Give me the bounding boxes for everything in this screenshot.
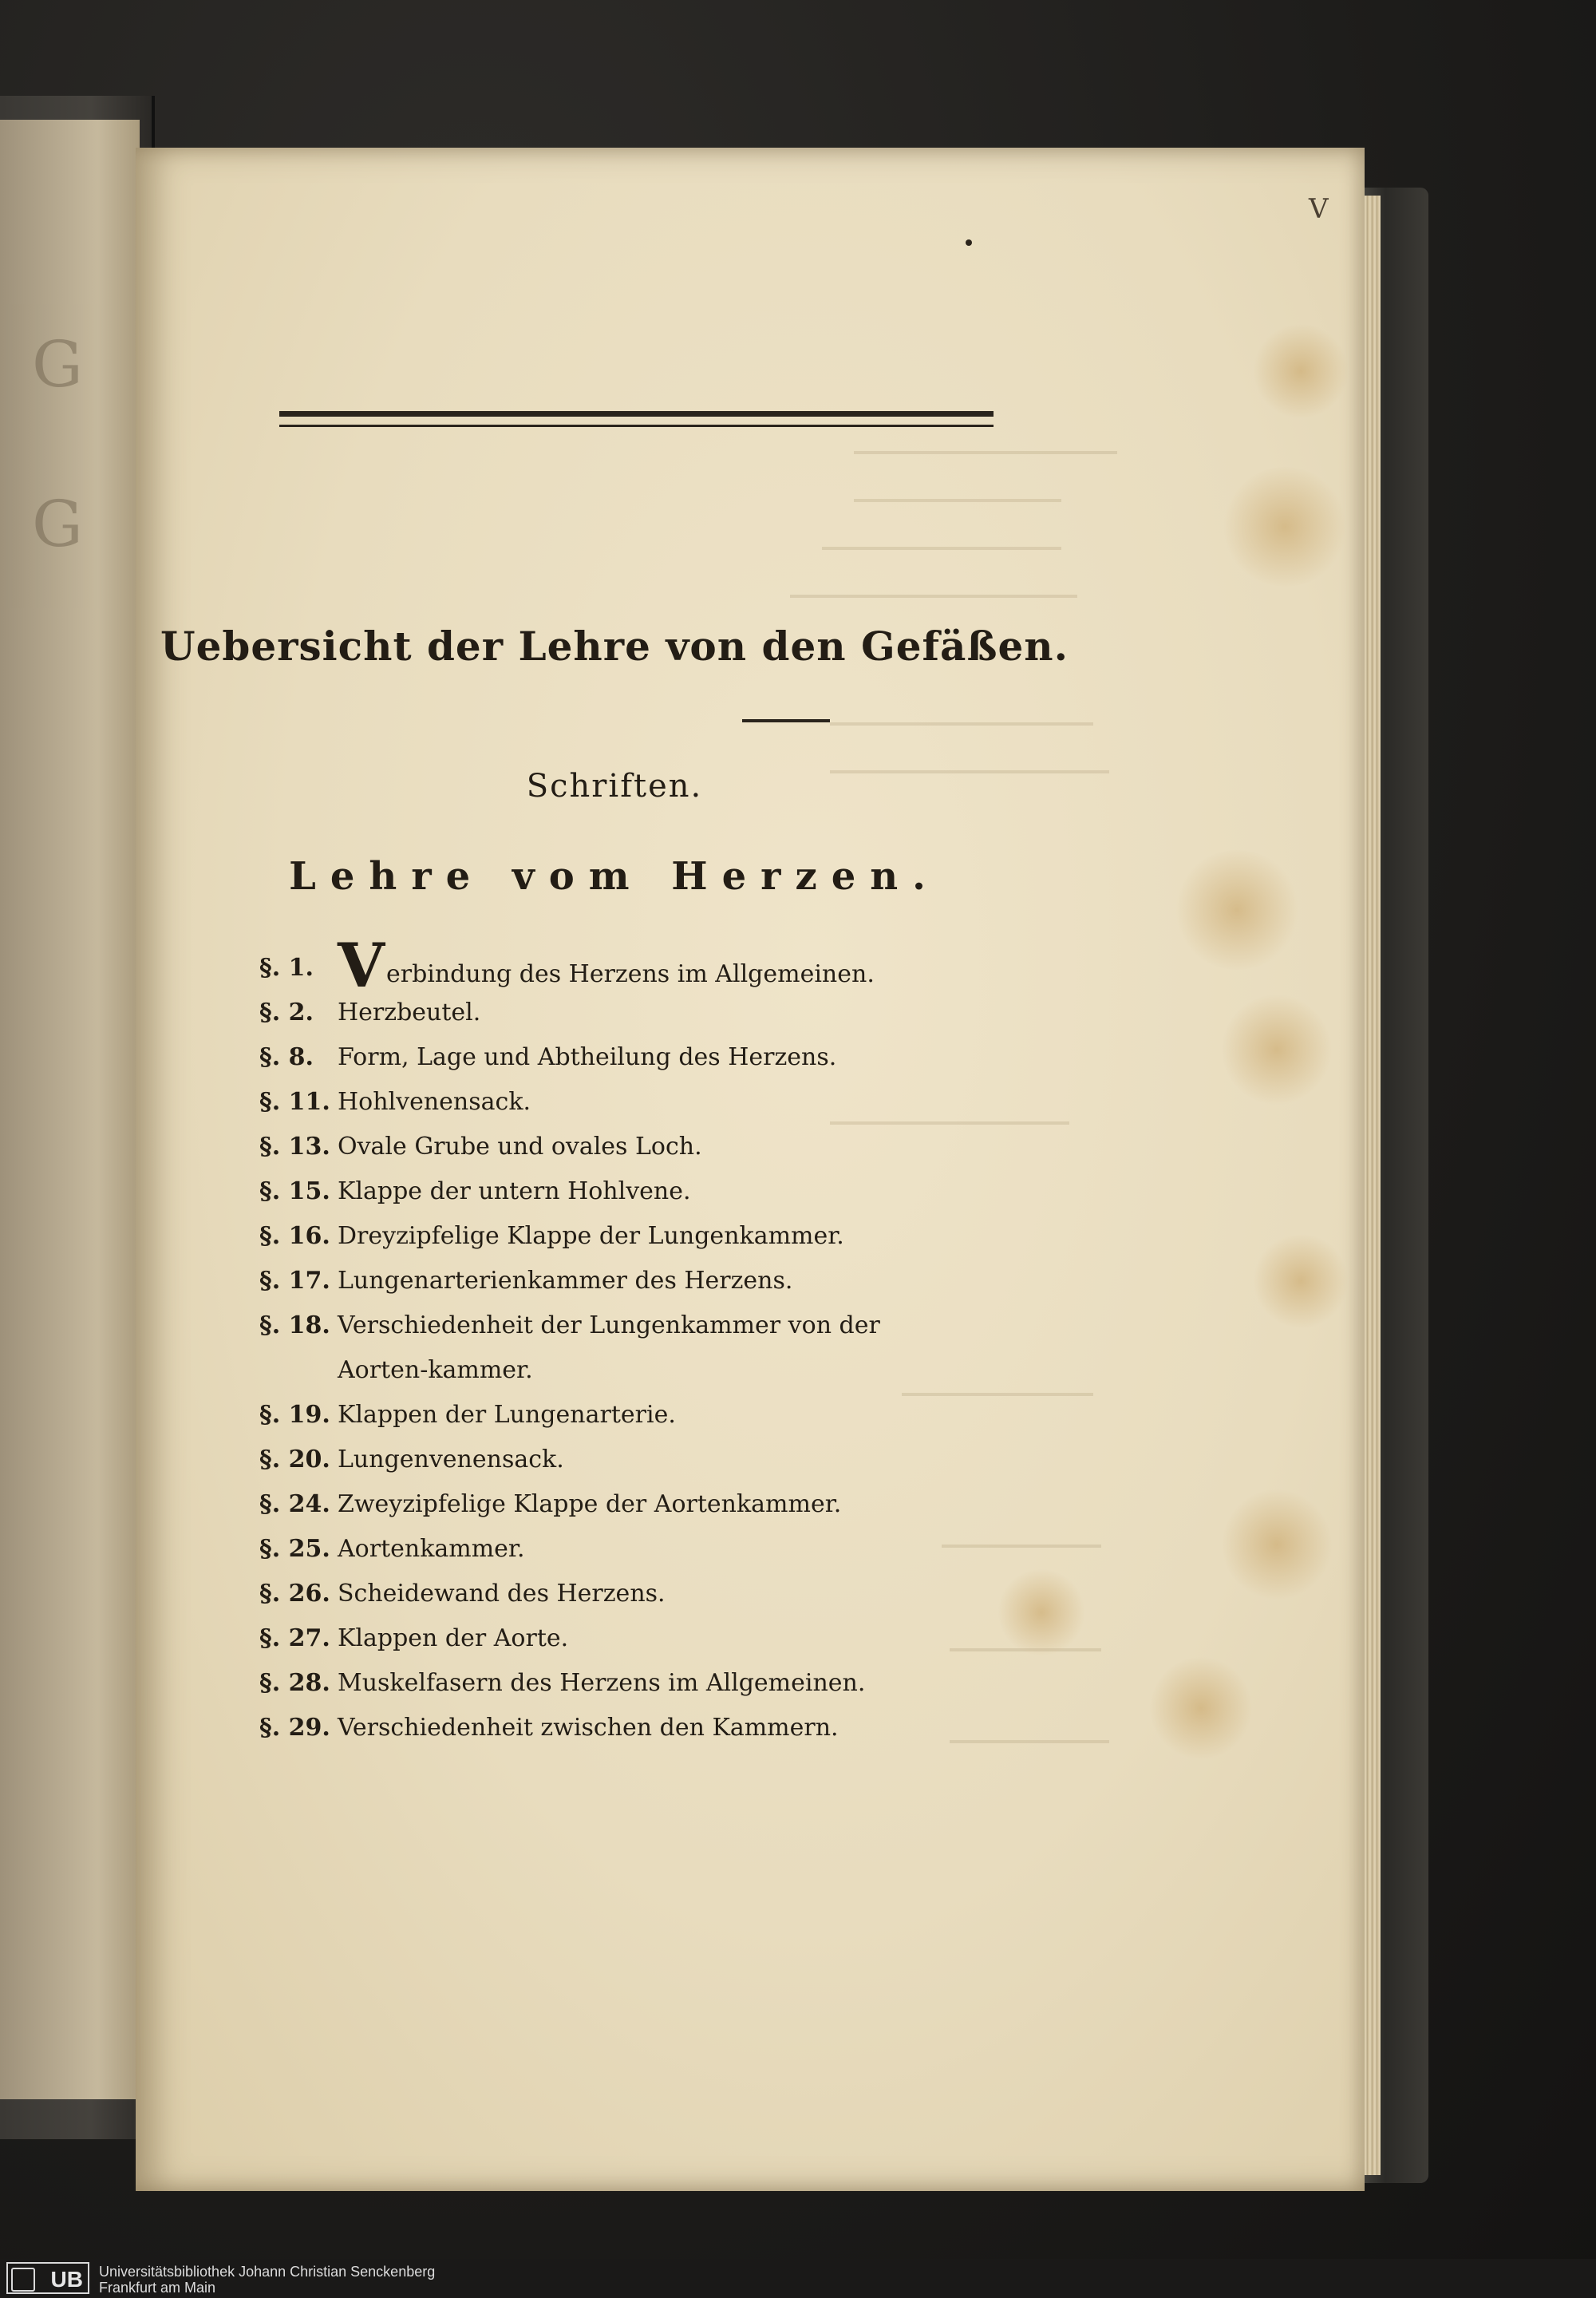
section-number: §. 29. [259,1714,330,1742]
toc-entry [259,1125,978,1169]
title-underline [742,719,830,722]
section-number: §. 8. [259,1043,314,1071]
toc-entry [259,1482,978,1527]
section-title-rest: erbindung des Herzens im Allgemeinen. [385,960,875,988]
section-title: Herzbeutel. [338,999,481,1026]
foxing-stain [1253,323,1349,419]
library-logo [6,2262,89,2294]
foxing-stain [1221,467,1349,587]
toc-entry [259,991,978,1035]
section-number: §. 2. [259,999,314,1026]
section-title: Klappen der Aorte. [338,1624,569,1652]
toc-entry [259,1572,978,1616]
section-number: §. 26. [259,1580,330,1608]
folio-number: V [1309,193,1329,225]
section-title: Klappen der Lungenarterie. [338,1401,676,1429]
section-number: §. 27. [259,1624,330,1652]
library-name-line: Universitätsbibliothek Johann Christian Senckenberg [99,2264,436,2280]
section-number: §. 18. [259,1311,330,1339]
toc-entry [259,1616,978,1661]
section-number: §. 11. [259,1088,330,1116]
page-title: Uebersicht der Lehre von den Gefäßen. [160,623,1069,670]
section-number: §. 16. [259,1222,330,1250]
section-number: §. 17. [259,1267,330,1295]
toc-entry [259,1393,978,1438]
foxing-stain [1149,1656,1253,1760]
toc-entry [259,1035,978,1080]
library-emblem-icon [11,2268,35,2292]
section-title: Lungenarterienkammer des Herzens. [338,1267,793,1295]
header-rule-thick [279,411,994,417]
library-location-line: Frankfurt am Main [99,2280,216,2296]
foxing-stain [1221,994,1333,1105]
section-title: Dreyzipfelige Klappe der Lungenkammer. [338,1222,844,1250]
section-number: §. 28. [259,1669,330,1697]
section-number: §. 19. [259,1401,330,1429]
show-through-line [790,595,1077,598]
facing-page-ghost-glyph: G [32,327,83,401]
toc-entry [259,930,978,1001]
section-number: §. 13. [259,1133,330,1161]
toc-entry [259,1259,978,1303]
toc-entry [259,1706,978,1750]
section-title: Form, Lage und Abtheilung des Herzens. [338,1043,837,1071]
ink-dot [966,239,972,246]
library-credit [99,2264,435,2296]
show-through-line [854,451,1117,454]
drop-cap: V [338,930,385,1001]
toc-entry [259,1527,978,1572]
header-rule-thin [279,425,994,427]
section-title: Hohlvenensack. [338,1088,531,1116]
section-title: Muskelfasern des Herzens im Allgemeinen. [338,1669,866,1697]
toc-entry [259,1661,978,1706]
section-title: Aortenkammer. [338,1535,525,1563]
section-number: §. 20. [259,1446,330,1473]
toc-entry [259,1169,978,1214]
library-logo-text: UB [50,2267,83,2292]
section-title: Klappe der untern Hohlvene. [338,1177,691,1205]
show-through-line [854,499,1061,502]
section-title: Ovale Grube und ovales Loch. [338,1133,702,1161]
section-number: §. 1. [259,954,314,982]
toc-entry [259,1080,978,1125]
facing-page-edge [0,120,140,2099]
section-title: Verschiedenheit der Lungenkammer von der Aorten-kammer. [338,1311,880,1384]
foxing-stain [998,1568,1085,1656]
foxing-stain [1173,850,1301,970]
section-title: Scheidewand des Herzens. [338,1580,666,1608]
toc-entry [259,1303,978,1393]
facing-page-ghost-glyph: G [32,487,83,561]
show-through-line [830,722,1093,726]
table-of-contents [259,930,978,1750]
section-number: §. 15. [259,1177,330,1205]
section-heading-herz: Lehre vom Herzen. [289,854,940,899]
section-heading-schriften: Schriften. [526,768,703,805]
section-number: §. 25. [259,1535,330,1563]
section-title: Lungenvenensack. [338,1446,564,1473]
toc-entry [259,1438,978,1482]
foxing-stain [1253,1233,1349,1329]
show-through-line [822,547,1061,550]
toc-entry [259,1214,978,1259]
section-number: §. 24. [259,1490,330,1518]
foxing-stain [1221,1489,1333,1600]
section-title: Verschiedenheit zwischen den Kammern. [338,1714,839,1742]
section-title: Zweyzipfelige Klappe der Aortenkammer. [338,1490,842,1518]
section-title [338,930,875,1001]
